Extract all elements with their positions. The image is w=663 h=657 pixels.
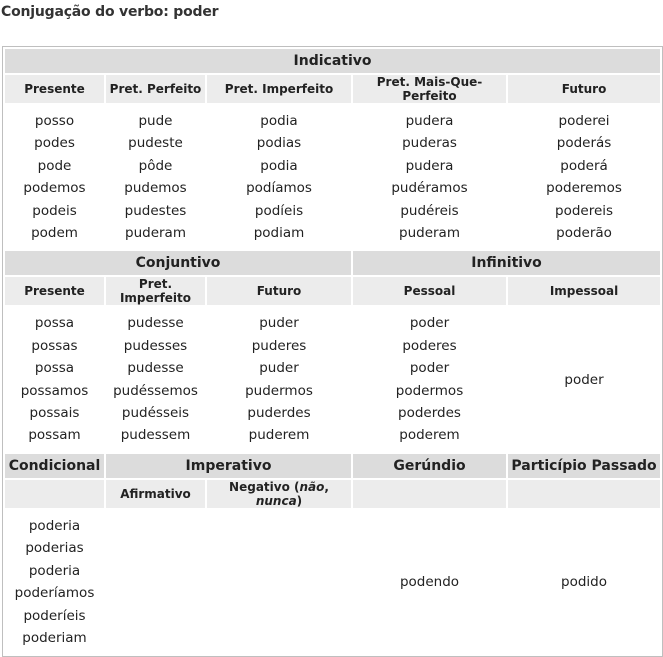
condicional-forms (5, 510, 104, 654)
verb-form: podereis (555, 202, 614, 219)
gerundio-subheader-empty (353, 480, 506, 508)
verb-form: pudesse (127, 360, 184, 377)
verb-form: poderás (556, 135, 612, 152)
verb-form: pode (37, 157, 72, 174)
verb-form: pudestes (124, 202, 187, 219)
gerundio-form: podendo (399, 574, 460, 591)
imperativo-heading: Imperativo (106, 454, 351, 478)
imperativo-afirmativo-forms (106, 510, 205, 654)
verb-form: possamos (20, 382, 89, 399)
verb-form: poderão (556, 225, 612, 242)
verb-form: podias (256, 135, 302, 152)
indicativo-pret-imperfeito-label: Pret. Imperfeito (207, 75, 351, 103)
conjuntivo-presente-forms (5, 307, 104, 451)
conjuntivo-pret-imperfeito-forms (106, 307, 205, 451)
verb-form: poderias (25, 540, 84, 557)
verb-form: poderá (560, 157, 608, 174)
indicativo-pret-perfeito-label: Pret. Perfeito (106, 75, 205, 103)
indicativo-pret-imperfeito-forms (207, 105, 351, 249)
indicativo-heading: Indicativo (5, 49, 660, 73)
verb-form: pudesses (123, 337, 188, 354)
infinitivo-heading: Infinitivo (353, 251, 660, 275)
verb-form: pudésseis (121, 405, 190, 422)
negativo-suffix: ) (296, 493, 303, 508)
conjuntivo-heading: Conjuntivo (5, 251, 351, 275)
conjugation-table (2, 46, 663, 657)
infinitivo-pessoal-label: Pessoal (353, 277, 506, 305)
verb-form: poderíeis (23, 607, 86, 624)
infinitivo-impessoal-form: poder (564, 371, 604, 388)
verb-form: pôde (138, 157, 173, 174)
indicativo-pret-perfeito-forms (106, 105, 205, 249)
verb-form: posso (34, 113, 75, 129)
verb-form: pudesse (127, 315, 184, 332)
negativo-sep: , (324, 479, 329, 494)
verb-form: podeis (32, 202, 77, 219)
participio-form: podido (561, 574, 608, 591)
verb-form: poderes (402, 337, 457, 354)
verb-form: pudessem (120, 427, 191, 444)
verb-form: podiam (253, 225, 305, 242)
infinitivo-pessoal-forms (353, 307, 506, 451)
indicativo-pret-mais-que-perfeito-forms (353, 105, 506, 249)
verb-form: puderam (399, 225, 460, 242)
verb-form: puderam (125, 225, 186, 242)
verb-form: podemos (23, 180, 86, 197)
conjuntivo-futuro-label: Futuro (207, 277, 351, 305)
verb-form: puderem (248, 427, 310, 444)
verb-form: podia (260, 113, 298, 129)
verb-form: podem (31, 225, 78, 242)
indicativo-pret-mais-que-perfeito-label: Pret. Mais-Que-Perfeito (353, 75, 506, 103)
verb-form: puder (259, 360, 299, 377)
verb-form: poderem (399, 427, 460, 444)
conjuntivo-presente-label: Presente (5, 277, 104, 305)
verb-form: pudeste (128, 135, 183, 152)
verb-form: poderíamos (14, 585, 95, 602)
verb-form: podes (34, 135, 75, 152)
verb-form: puder (259, 315, 299, 332)
verb-form: possa (34, 360, 75, 377)
condicional-heading: Condicional (5, 454, 104, 478)
verb-form: pudera (405, 113, 454, 129)
negativo-prefix: Negativo ( (229, 479, 300, 494)
verb-form: podíamos (246, 180, 312, 197)
verb-form: poderia (28, 562, 81, 579)
verb-form: poderei (558, 113, 610, 129)
verb-form: pude (138, 113, 173, 129)
verb-form: pudermos (245, 382, 313, 399)
imperativo-negativo-forms (207, 510, 351, 654)
verb-form: poderia (28, 517, 81, 534)
verb-form: possam (28, 427, 81, 444)
verb-form: puderes (251, 337, 307, 354)
participio-heading: Particípio Passado (508, 454, 660, 478)
indicativo-presente-label: Presente (5, 75, 104, 103)
indicativo-presente-forms (5, 105, 104, 249)
verb-form: podermos (395, 382, 464, 399)
verb-form: podíeis (254, 202, 304, 219)
conjuntivo-pret-imperfeito-label: Pret. Imperfeito (106, 277, 205, 305)
verb-form: pudéramos (391, 180, 468, 197)
verb-form: puderas (402, 135, 457, 152)
indicativo-futuro-forms (508, 105, 660, 249)
verb-form: pudemos (124, 180, 187, 197)
verb-form: podia (260, 157, 298, 174)
imperativo-negativo-label (207, 480, 351, 508)
verb-form: poderiam (22, 629, 87, 646)
negativo-nao: não (299, 479, 325, 494)
verb-form: pudera (405, 157, 454, 174)
imperativo-afirmativo-label: Afirmativo (106, 480, 205, 508)
verb-form: pudéssemos (113, 382, 198, 399)
verb-form: puderdes (247, 405, 311, 422)
verb-form: pudéreis (400, 202, 459, 219)
page-title: Conjugação do verbo: poder (1, 4, 219, 20)
verb-form: possais (29, 405, 80, 422)
negativo-nunca: nunca (255, 493, 297, 508)
gerundio-heading: Gerúndio (353, 454, 506, 478)
conjuntivo-futuro-forms (207, 307, 351, 451)
verb-form: poderdes (398, 405, 461, 422)
verb-form: poder (409, 315, 450, 332)
verb-form: poderemos (546, 180, 622, 197)
infinitivo-impessoal-label: Impessoal (508, 277, 660, 305)
verb-form: poder (409, 360, 450, 377)
verb-form: possas (31, 337, 78, 354)
participio-subheader-empty (508, 480, 660, 508)
verb-form: possa (34, 315, 75, 332)
condicional-subheader-empty (5, 480, 104, 508)
indicativo-futuro-label: Futuro (508, 75, 660, 103)
